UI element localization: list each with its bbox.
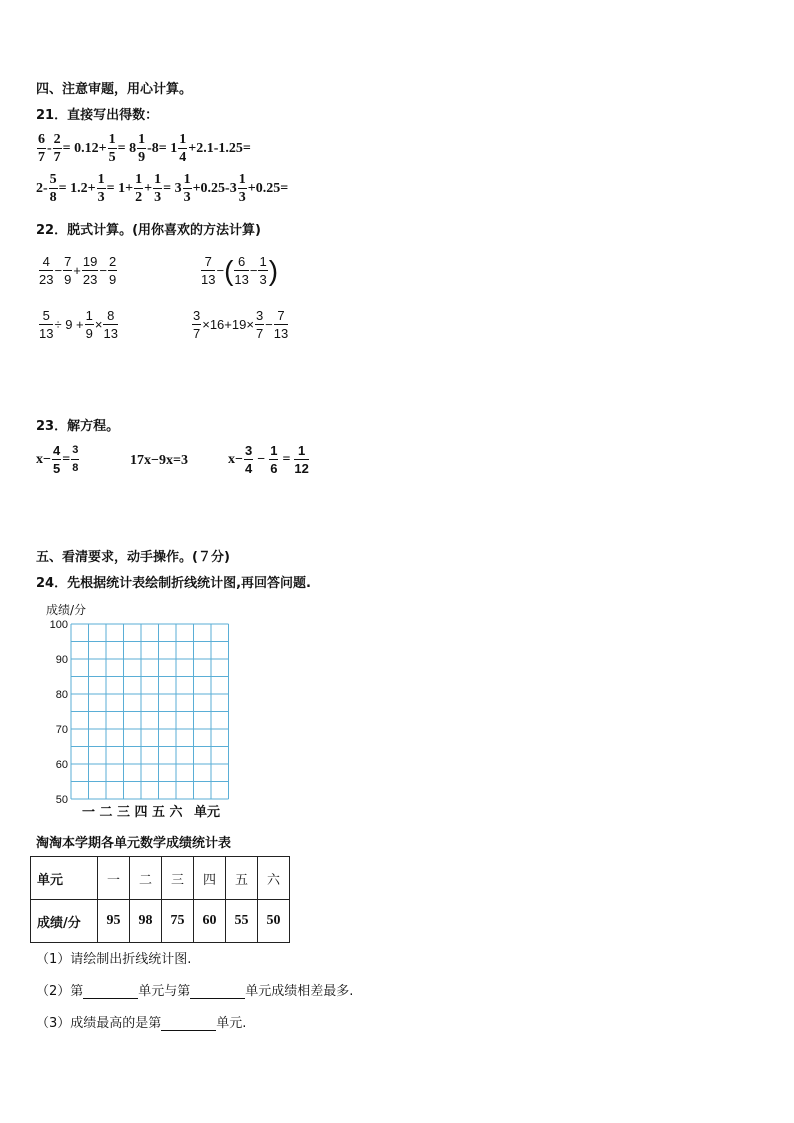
equals-sign: = [282,451,291,467]
operator: - [47,140,52,156]
expression-text: = 1+ [106,180,134,196]
unit-cell: 三 [162,857,194,900]
q22-expression-4 [191,307,289,342]
fraction: $\frac{1}{5}$ [108,132,116,165]
score-cell: 50 [258,900,290,943]
question-text: （3）成绩最高的是第 [36,1016,162,1031]
fraction: $\frac{4}{5}$ [52,443,61,476]
operator: − [216,263,225,278]
fraction: $\frac{1}{3}$ [259,254,267,287]
operator: − [99,263,107,278]
grid-lines [71,624,229,799]
x-tick-label: 六 [169,805,183,820]
expression-text: x− [36,451,51,467]
fraction: $\frac{1}{9}$ [138,132,146,165]
q21-title: 21．直接写出得数： [36,108,159,123]
table-header-score: 成绩/分 [31,900,98,943]
y-tick-label: 100 [49,619,68,631]
expression-text: -8= 1 [147,140,178,156]
answer-blank[interactable] [161,1015,216,1031]
fraction: $\frac{1}{3}$ [154,172,162,205]
fraction: $\frac{3}{7}$ [255,308,264,341]
x-tick-label: 一 [81,805,96,820]
y-tick-label: 60 [55,759,68,771]
fraction: $\frac{7}{9}$ [64,254,72,287]
q23-equation-2: 17x−9x=3 [130,453,188,468]
y-tick-label: 70 [55,724,68,736]
fraction: $\frac{6}{13}$ [234,254,249,287]
x-axis-ticks [82,804,184,820]
q22-expression-1 [38,253,118,288]
q24-sub-1: （1）请绘制出折线统计图. [36,952,192,967]
y-axis-ticks [50,619,68,806]
section-5-title: 五、看清要求，动手操作。(７分) [36,550,230,565]
score-cell: 55 [226,900,258,943]
expression-text: +2.1-1.25= [188,140,251,156]
score-cell: 60 [194,900,226,943]
score-cell: 95 [98,900,130,943]
unit-cell: 一 [98,857,130,900]
fraction: $\frac{7}{13}$ [273,308,289,341]
question-text: （2）第 [36,984,84,999]
unit-cell: 二 [130,857,162,900]
expression-text: = 1.2+ [58,180,96,196]
question-text: 单元. [216,1016,247,1031]
fraction: $\frac{2}{7}$ [53,132,61,165]
operator: − [54,263,63,278]
score-table [30,856,290,943]
fraction: $\frac{1}{6}$ [270,443,278,476]
left-paren: ( [224,254,234,286]
q22-expression-2 [200,253,278,288]
table-row [31,857,290,900]
y-axis-label: 成绩/分 [46,603,87,617]
y-tick-label: 90 [55,654,68,666]
table-title: 淘淘本学期各单元数学成绩统计表 [36,836,232,851]
q24-sub-2 [36,980,353,999]
unit-cell: 六 [258,857,290,900]
unit-cell: 四 [194,857,226,900]
q22-title: 22．脱式计算。(用你喜欢的方法计算) [36,223,261,238]
fraction: $\frac{5}{13}$ [39,308,54,341]
equals-sign: = [62,451,71,467]
fraction: $\frac{19}{23}$ [82,254,98,287]
x-tick-label: 五 [151,805,166,820]
x-tick-label: 四 [134,805,148,820]
q21-row-2 [36,171,288,206]
expression-text: 2- [36,180,48,196]
q23-equation-3 [228,442,310,477]
expression-text: x− [228,451,243,467]
operator: + [73,263,81,278]
fraction: $\frac{1}{3}$ [183,172,191,205]
fraction: $\frac{3}{7}$ [193,308,201,341]
fraction: $\frac{4}{23}$ [39,254,54,287]
question-text: 单元成绩相差最多. [245,984,354,999]
score-cell: 75 [162,900,194,943]
q21-row-1 [36,131,251,166]
fraction: $\frac{1}{4}$ [179,132,187,165]
x-tick-label: 三 [116,805,131,820]
right-paren: ) [268,254,279,286]
table-row [31,900,290,943]
fraction: $\frac{3}{4}$ [244,443,253,476]
fraction: $\frac{1}{3}$ [238,172,246,205]
x-axis-unit-label: 单元 [194,805,221,820]
operator: − [265,317,273,332]
x-tick-label: 二 [99,805,113,820]
fraction: $\frac{3}{8}$ [72,444,79,474]
unit-cell: 五 [226,857,258,900]
operator: × [94,317,103,332]
q23-equation-1 [36,442,80,477]
table-header-unit: 单元 [31,857,98,900]
operator: + [144,180,153,196]
q24-sub-3 [36,1012,246,1031]
fraction: $\frac{1}{3}$ [97,172,105,205]
operator: ÷ 9 + [54,317,84,332]
q23-title: 23．解方程。 [36,419,120,434]
q24-title: 24．先根据统计表绘制折线统计图,再回答问题. [36,576,311,591]
operator: ×16+19× [202,317,254,332]
score-cell: 98 [130,900,162,943]
expression-text: = 8 [117,140,137,156]
expression-text: = 0.12+ [62,140,107,156]
expression-text: +0.25-3 [192,180,237,196]
fraction: $\frac{1}{12}$ [294,443,309,476]
question-text: 单元与第 [138,984,191,999]
section-4-title: 四、注意审题，用心计算。 [36,82,193,97]
fraction: $\frac{1}{2}$ [135,172,143,205]
expression-text: +0.25= [247,180,289,196]
blank-line-chart-grid [36,598,236,820]
expression-text: = 3 [163,180,182,196]
fraction: $\frac{8}{13}$ [103,308,118,341]
operator: − [257,451,266,467]
y-tick-label: 50 [55,794,68,806]
answer-blank[interactable] [83,983,138,999]
fraction: $\frac{7}{13}$ [201,254,216,287]
y-tick-label: 80 [55,689,68,701]
fraction: $\frac{1}{9}$ [85,308,93,341]
fraction: $\frac{2}{9}$ [108,254,117,287]
operator: − [249,263,258,278]
q22-expression-3 [38,307,119,342]
answer-blank[interactable] [190,983,245,999]
fraction: $\frac{5}{8}$ [49,172,57,205]
fraction: $\frac{6}{7}$ [38,132,45,165]
